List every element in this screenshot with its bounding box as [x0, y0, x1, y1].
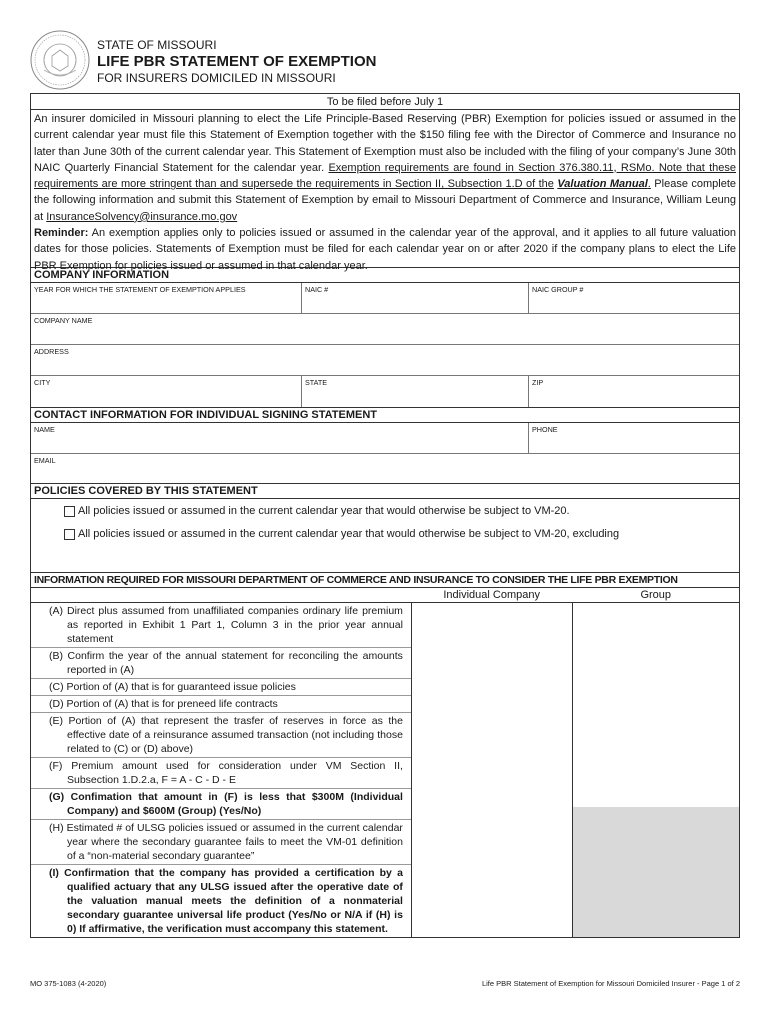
phone-label: PHONE: [532, 425, 558, 434]
individual-company-header: Individual Company: [443, 589, 540, 601]
info-column-headers: [31, 588, 739, 602]
info-item-f: (F) Premium amount used for consideration under VM Section II, Subsection 1.D.2.a, F = A - C - D - E: [31, 758, 411, 789]
info-table: [31, 602, 739, 937]
filing-deadline: To be filed before July 1: [31, 94, 739, 110]
phone-field[interactable]: [529, 423, 739, 453]
reminder-label: Reminder:: [34, 227, 89, 240]
zip-field[interactable]: [529, 376, 739, 407]
company-name-field[interactable]: [31, 314, 739, 344]
city-label: CITY: [34, 378, 51, 387]
email-label: EMAIL: [34, 456, 56, 465]
address-label: ADDRESS: [34, 347, 69, 356]
policies-heading: POLICIES COVERED BY THIS STATEMENT: [31, 483, 739, 499]
naic-label: NAIC #: [305, 285, 329, 294]
group-answers[interactable]: [572, 603, 739, 937]
exemption-form: [30, 93, 740, 938]
info-item-b: (B) Confirm the year of the annual statement for reconciling the amounts reported in (A): [31, 648, 411, 679]
state-name: STATE OF MISSOURI: [97, 38, 217, 52]
info-item-c: (C) Portion of (A) that is for guaranteed issue policies: [31, 679, 411, 696]
group-shaded-area: [573, 807, 739, 937]
company-name-label: COMPANY NAME: [34, 316, 93, 325]
instructions-text: An insurer domiciled in Missouri planning to elect the Life Principle-Based Reserving (PBR) Exemption for policies issued or assumed in the current calendar year must file this Statement of Exemption together with the $150 filing fee with the Director of Commerce and Insurance no later than June 30th of the current calendar year. This Statement of Exemption must also be included with the filing of your company’s June 30th NAIC Quarterly Financial Statement for the calendar year.: [34, 113, 736, 174]
form-number: MO 375-1083 (4-2020): [30, 979, 107, 988]
missouri-state-seal-icon: [30, 30, 90, 90]
info-item-d: (D) Portion of (A) that is for preneed life contracts: [31, 696, 411, 713]
company-info-heading: COMPANY INFORMATION: [31, 267, 739, 283]
policy-option-all[interactable]: [31, 502, 739, 520]
info-item-e: (E) Portion of (A) that represent the trasfer of reserves in force as the effective date of a reinsurance assumed transaction (not including those related to (C) or (D) above): [31, 713, 411, 758]
individual-company-answers[interactable]: [411, 603, 573, 937]
info-item-i: (I) Confirmation that the company has provided a certification by a qualified actuary that any ULSG issued after the operative date of the valuation manual meets the definition of a nonmaterial secondary guarantee universal life product (Yes/No or N/A if (H) is 0) If affirmative, the verification must accompany this statement.: [49, 867, 403, 935]
info-item-a: (A) Direct plus assumed from unaffiliated companies ordinary life premium as reported in Exhibit 1 Part 1, Column 3 in the prior year annual statement: [31, 603, 411, 648]
info-item-g: (G) Confimation that amount in (F) is less that $300M (Individual Company) and $600M (Group) (Yes/No): [31, 789, 411, 820]
form-title: LIFE PBR STATEMENT OF EXEMPTION: [97, 53, 377, 70]
city-field[interactable]: [31, 376, 302, 407]
contact-info-heading: CONTACT INFORMATION FOR INDIVIDUAL SIGNING STATEMENT: [31, 407, 739, 423]
submission-email-link[interactable]: InsuranceSolvency@insurance.mo.gov: [46, 210, 238, 223]
year-field[interactable]: [31, 283, 302, 313]
policy-all-label: All policies issued or assumed in the current calendar year that would otherwise be subject to VM-20.: [78, 505, 570, 517]
contact-name-field[interactable]: [31, 423, 529, 453]
zip-label: ZIP: [532, 378, 544, 387]
page-info: Life PBR Statement of Exemption for Missouri Domiciled Insurer - Page 1 of 2: [481, 979, 740, 988]
naic-field[interactable]: [302, 283, 529, 313]
requirements-note: Exemption requirements are found in Section 376.380.11, RSMo. Note that these requirements are more stringent than and supersede the requirements in Section II, Subsection 1.D of the: [34, 161, 736, 191]
info-required-heading: INFORMATION REQUIRED FOR MISSOURI DEPARTMENT OF COMMERCE AND INSURANCE TO CONSIDER THE LIFE PBR EXEMPTION: [31, 572, 739, 588]
state-field[interactable]: [302, 376, 529, 407]
valuation-manual-ref: Valuation Manual: [557, 178, 648, 191]
contact-name-label: NAME: [34, 425, 55, 434]
state-label: STATE: [305, 378, 328, 387]
email-field[interactable]: [31, 454, 739, 483]
submission-instructions: Please complete the following information and submit this Statement of Exemption by email to Missouri Department of Commerce and Insurance, William Leung at: [34, 178, 736, 223]
address-field[interactable]: [31, 345, 739, 375]
form-subtitle: FOR INSURERS DOMICILED IN MISSOURI: [97, 71, 336, 85]
year-label: YEAR FOR WHICH THE STATEMENT OF EXEMPTION APPLIES: [34, 285, 246, 294]
naic-group-field[interactable]: [529, 283, 739, 313]
policy-excluding-checkbox[interactable]: [64, 529, 75, 540]
naic-group-label: NAIC GROUP #: [532, 285, 584, 294]
instructions: An insurer domiciled in Missouri planning to elect the Life Principle-Based Reserving (PBR) Exemption for policies issued or assumed in the current calendar year must file this Statement of Exemption together with the $150 filing fee with the Director of Commerce and Insurance no later than June 30th of the current calendar year. This Statement of Exemption must also be included with the filing of your company’s June 30th NAIC Quarterly Financial Statement for the calendar year. Exemption requirements are found in Section 376.380.11, RSMo. Note that these requirements are more stringent than and supersede the requirements in Section II, Subsection 1.D of the Valuation Manual. Please complete the following information and submit this Statement of Exemption by email to Missouri Department of Commerce and Insurance, William Leung at InsuranceSolvency@insurance.mo.gov Reminder: An exemption applies only to policies issued or assumed in the calendar year of the approval, and it applies to all future valuation dates for those policies. Statements of Exemption must be filed for each calendar year on or after 2020 if the company plans to elect the Life PBR Exemption for policies issued or assumed in that calendar year.: [34, 113, 736, 272]
info-item-h: (H) Estimated # of ULSG policies issued or assumed in the current calendar year where the secondary guarantee fails to meet the VM-01 definition of a “non-material secondary guarantee”: [31, 820, 411, 865]
info-questions: [31, 603, 411, 937]
group-header: Group: [640, 589, 672, 601]
policy-excluding-label: All policies issued or assumed in the current calendar year that would otherwise be subject to VM-20, excluding: [78, 528, 620, 540]
policy-option-excluding[interactable]: [31, 525, 739, 543]
policy-all-checkbox[interactable]: [64, 506, 75, 517]
policies-options: [31, 499, 739, 572]
reminder-text: An exemption applies only to policies issued or assumed in the calendar year of the approval, and it applies to all future valuation dates for those policies. Statements of Exemption must be filed for each calendar year on or after 2020 if the company plans to elect the Life PBR Exemption for policies issued or assumed in that calendar year.: [34, 227, 736, 272]
